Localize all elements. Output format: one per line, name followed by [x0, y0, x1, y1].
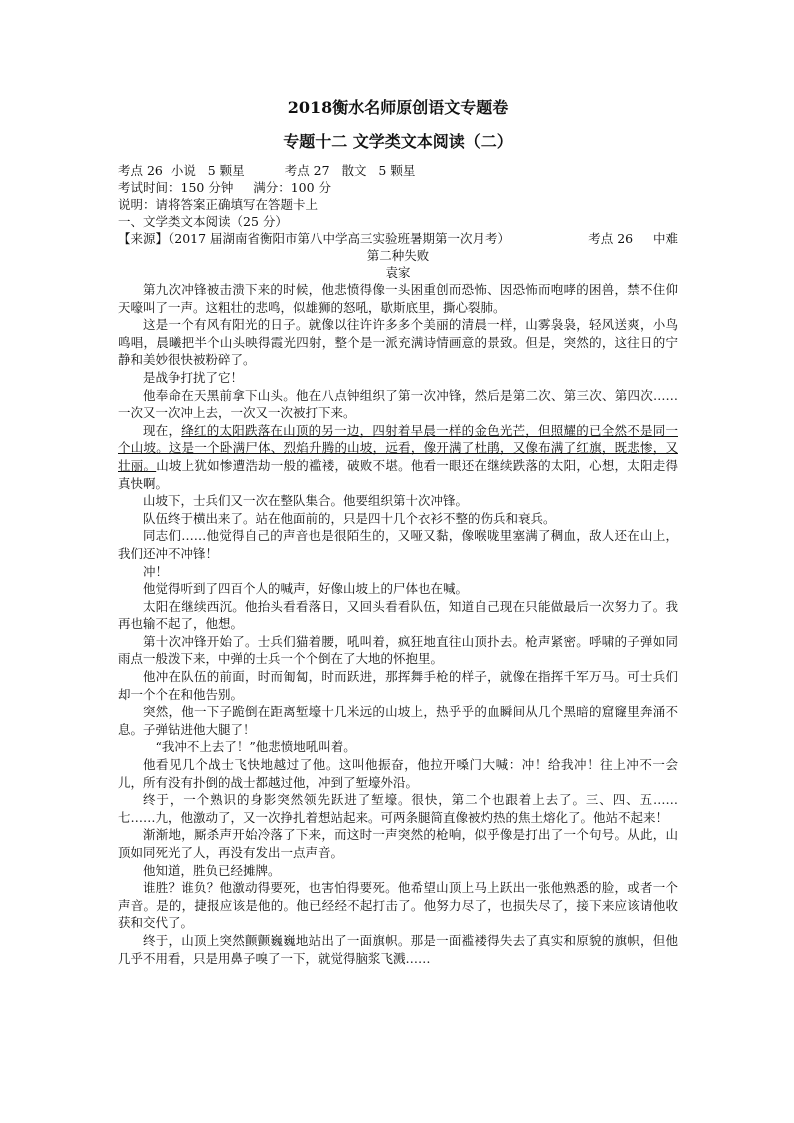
paragraph-2: 这是一个有风有阳光的日子。就像以往许许多多个美丽的清晨一样，山雾袅袅，轻风送爽，小鸟鸣唱，晨曦把半个山头映得霞光四射，整个是一派充满诗情画意的景致。但是，突然的，这往日的宁静和美妙很快被粉碎了。: [118, 317, 678, 368]
section-heading: 一、文学类文本阅读（25 分）: [118, 214, 288, 229]
paragraph-19: 他知道，胜负已经摊牌。: [143, 862, 281, 878]
paragraph-14: 突然，他一下子跪倒在距离堑壕十几米远的山坡上，热乎乎的血瞬间从几个黑暗的窟窿里奔涌不息。子弹钻进他大腿了！: [118, 704, 678, 737]
paragraph-5-end: 山坡上犹如惨遭浩劫一般的褴褛，破败不堪。他看一眼还在继续跌落的太阳，心想，太阳走得真快啊。: [118, 457, 678, 491]
paragraph-4: 他奉命在天黑前拿下山头。他在八点钟组织了第一次冲锋，然后是第二次、第三次、第四次……一次又一次冲上去，一次又一次被打下来。: [118, 387, 678, 421]
paragraph-7: 队伍终于横出来了。站在他面前的，只是四十几个衣衫不整的伤兵和衰兵。: [143, 510, 556, 526]
paragraph-18: 渐渐地，厮杀声开始冷落了下来，而这时一声突然的枪响，似乎像是打出了一个句号。从此，山顶如同死光了人，再没有发出一点声音。: [118, 827, 678, 860]
paragraph-10: 他觉得听到了四百个人的喊声，好像山坡上的尸体也在喊。: [143, 581, 469, 597]
story-title: 第二种失败: [366, 248, 430, 263]
kaodian-2: 考点 27 散文 5 颗星: [284, 163, 416, 178]
doc-title: 2018衡水名师原创语文专题卷: [287, 98, 509, 117]
paragraph-12: 第十次冲锋开始了。士兵们猫着腰，吼叫着，疯狂地直往山顶扑去。枪声紧密。呼啸的子弹如同雨点一般泼下来，中弹的士兵一个个倒在了大地的怀抱里。: [118, 633, 678, 667]
exam-note: 说明：请将答案正确填写在答题卡上: [118, 197, 319, 212]
source-difficulty: 考点 26 中难: [588, 231, 678, 246]
paragraph-8: 同志们……他觉得自己的声音也是很陌生的，又哑又黏，像喉咙里塞满了稠血，敌人还在山上，我们还冲不冲锋！: [118, 528, 678, 561]
exam-time: 考试时间：150 分钟 满分：100 分: [118, 180, 332, 195]
paragraph-15: “我冲不上去了！”他悲愤地吼叫着。: [155, 739, 356, 755]
paragraph-21: 终于，山顶上突然颤颤巍巍地站出了一面旗帜。那是一面褴褛得失去了真实和原貌的旗帜，但他几乎不用看，只是用鼻子嗅了一下，就觉得脑浆飞溅……: [118, 932, 678, 966]
doc-subtitle: 专题十二 文学类文本阅读（二）: [283, 132, 513, 151]
paragraph-5: [118, 422, 678, 492]
story-author: 袁家: [385, 265, 411, 280]
paragraph-17: 终于，一个熟识的身影突然领先跃进了堑壕。很快，第二个也跟着上去了。三、四、五……七……九，他激动了，又一次挣扎着想站起来。可两条腿简直像被灼热的焦土熔化了。他站不起来！: [118, 792, 678, 825]
paragraph-6: 山坡下，士兵们又一次在整队集合。他要组织第十次冲锋。: [143, 493, 469, 509]
underlined-passage: 绛红的太阳跌落在山顶的另一边，四射着早晨一样的金色光芒，但照耀的已全然不是同一个山坡。这是一个卧满尸体、烈焰升腾的山坡，远看，像开满了杜鹃，又像布满了红旗，既悲惨，又壮丽。: [118, 422, 678, 473]
paragraph-3: 是战争打扰了它！: [143, 369, 244, 385]
paragraph-13: 他冲在队伍的前面，时而匍匐，时而跃进，那挥舞手枪的样子，就像在指挥千军万马。可士兵们却一个个在和他告别。: [118, 669, 678, 702]
source-line: [118, 230, 678, 247]
paragraph-16: 他看见几个战士飞快地越过了他。这叫他振奋，他拉开嗓门大喊：冲！给我冲！往上冲不一会儿，所有没有扑倒的战士都越过他，冲到了堑壕外沿。: [118, 757, 678, 790]
paragraph-1: 第九次冲锋被击溃下来的时候，他悲愤得像一头困重创而恐怖、因恐怖而咆哮的困兽，禁不住仰天嚎叫了一声。这粗壮的悲鸣，似雄狮的怒吼，歇斯底里，撕心裂肺。: [118, 282, 678, 315]
paragraph-11: 太阳在继续西沉。他抬头看看落日，又回头看看队伍，知道自己现在只能做最后一次努力了。我再也输不起了，他想。: [118, 598, 678, 632]
document-page: [118, 96, 678, 967]
source-text: 【来源】（2017 届湖南省衡阳市第八中学高三实验班暑期第一次月考）: [118, 231, 511, 246]
kaodian-1: 考点 26 小说 5 颗星: [118, 163, 245, 178]
paragraph-20: 谁胜？谁负？他激动得要死，也害怕得要死。他希望山顶上马上跃出一张他熟悉的脸，或者一个声音。是的，捷报应该是他的。他已经经不起打击了。他努力尽了，也损失尽了，接下来应该请他收获和交代了。: [118, 880, 678, 931]
kaodian-row: [118, 162, 678, 179]
paragraph-5-start: 现在，: [143, 422, 182, 438]
paragraph-9: 冲！: [143, 563, 169, 579]
